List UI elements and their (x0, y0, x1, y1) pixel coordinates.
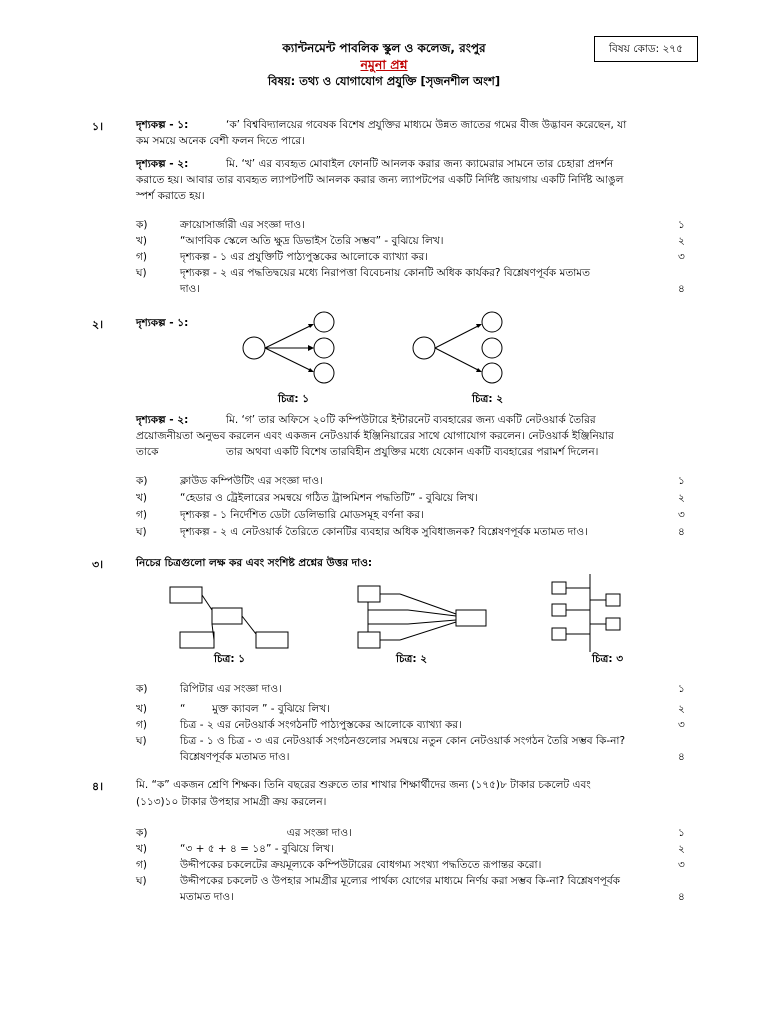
q2-item-text: “হেডার ও ট্রেইলারের সমন্বয়ে গঠিত ট্রান্সমিশন পদ্ধতিটি” - বুঝিয়ে লিখ। (180, 492, 478, 504)
q3-stem: নিচের চিত্রগুলো লক্ষ কর এবং সংশিষ্ট প্রশ্নের উত্তর দাও: (136, 557, 373, 569)
q1-item-text-cont: দাও। (180, 283, 201, 295)
q3-fig1-caption: চিত্র: ১ (214, 653, 246, 665)
q1-item-key: খ) (136, 235, 147, 247)
q1-item-key: গ) (136, 251, 147, 263)
q1-item-mark: ১ (678, 219, 685, 231)
q1-item-key: ক) (136, 219, 148, 231)
q4-item-text: “৩ + ৫ + ৪ = ১৪” - বুঝিয়ে লিখ। (180, 843, 334, 855)
q4-item-key: ক) (136, 827, 148, 839)
q3-item-key: খ) (136, 703, 147, 715)
q3-item-key: ঘ) (136, 735, 147, 747)
q2-item-key: খ) (136, 492, 147, 504)
q2-scenario2-line3b: তার অথবা একটি বিশেষ তারবিহীন প্রযুক্তির মধ্যে যেকোন একটি ব্যবহারের পরামর্শ দিলেন। (226, 446, 599, 458)
q1-scenario1-line2: কম সময়ে অনেক বেশী ফলন দিতে পারে। (136, 135, 305, 147)
q4-item-mark: ৪ (678, 891, 685, 903)
q2-item-text: দৃশ্যকল্প - ১ নির্দেশিত ডেটা ডেলিভারি মোডসমূহ বর্ণনা কর। (180, 509, 424, 521)
q3-fig2-diagram (358, 586, 486, 648)
q2-fig1-diagram (243, 312, 334, 383)
q2-scenario2-line2: প্রয়োজনীয়তা অনুভব করলেন এবং একজন নেটওয়ার্ক ইঞ্জিনিয়ারের সাথে যোগাযোগ করলেন। নেটওয়ার্ক ইঞ্জিনিয়ার (136, 430, 614, 442)
q2-item-text: দৃশ্যকল্প - ২ এ নেটওয়ার্ক তৈরিতে কোনটির ব্যবহার অধিক সুবিধাজনক? বিশ্লেষণপূর্বক মতামত দাও। (180, 526, 588, 538)
q3-item-mark: ২ (678, 703, 685, 715)
q2-item-key: ঘ) (136, 526, 147, 538)
sample-question-title: নমুনা প্রশ্ন (360, 57, 408, 72)
q3-item-key: ক) (136, 683, 148, 695)
q2-fig1-caption: চিত্র: ১ (278, 393, 310, 405)
q1-scenario2-line2: করাতে হয়। আবার তার ব্যবহৃত ল্যাপটপটি আনলক করার জন্য ল্যাপটপের একটি নির্দিষ্ট জায়গায় একটি নির্দিষ্ট আঙুল (136, 174, 624, 186)
q3-item-text: চিত্র - ২ এর নেটওয়ার্ক সংগঠনটি পাঠ্যপুস্তকের আলোকে ব্যাখ্যা কর। (180, 719, 462, 731)
q4-item-key: ঘ) (136, 875, 147, 887)
q1-item-text: দৃশ্যকল্প - ২ এর পদ্ধতিদ্বয়ের মধ্যে নিরাপত্তা বিবেচনায় কোনটি অধিক কার্যকর? বিশ্লেষণপূর্বক মতামত (180, 267, 590, 279)
q1-item-text: ক্রায়োসার্জারী এর সংজ্ঞা দাও। (180, 219, 305, 231)
q4-item-mark: ৩ (678, 859, 685, 871)
q2-scenario1-label: দৃশ্যকল্প - ১: (136, 317, 189, 329)
q4-item-mark: ২ (678, 843, 685, 855)
school-name: ক্যান্টনমেন্ট পাবলিক স্কুল ও কলেজ, রংপুর (282, 41, 486, 55)
q4-stem-line2: (১১৩)১০ টাকার উপহার সামগ্রী ক্রয় করলেন। (136, 796, 327, 808)
q2-item-text: ক্লাউড কম্পিউটিং এর সংজ্ঞা দাও। (180, 475, 323, 487)
q1-scenario1-line1: ‘ক’ বিশ্ববিদ্যালয়ের গবেষক বিশেষ প্রযুক্তির মাধ্যমে উন্নত জাতের গমের বীজ উদ্ভাবন করেছেন, যা (226, 119, 627, 131)
q4-item-text-cont: মতামত দাও। (180, 891, 234, 903)
q2-item-key: গ) (136, 509, 147, 521)
q2-scenario2-label: দৃশ্যকল্প - ২: (136, 414, 189, 426)
q3-fig3-caption: চিত্র: ৩ (592, 653, 624, 665)
q1-item-mark: ৩ (678, 251, 685, 263)
q3-fig3-diagram (552, 574, 620, 652)
q3-diagrams (150, 572, 630, 660)
q2-item-mark: ২ (678, 492, 685, 504)
q4-stem-line1: মি. “ক” একজন শ্রেণি শিক্ষক। তিনি বছরের শুরুতে তার শাখার শিক্ষার্থীদের জন্য (১৭৫)৮ টাকার চকলেট এবং (136, 779, 591, 791)
q4-item-key: গ) (136, 859, 147, 871)
q3-item-text: “ মুক্ত ক্যাবল ” - বুঝিয়ে লিখ। (180, 703, 330, 715)
q3-item-mark: ৩ (678, 719, 685, 731)
q3-item-key: গ) (136, 719, 147, 731)
q2-fig2-caption: চিত্র: ২ (472, 393, 504, 405)
q1-item-text: “আণবিক স্কেলে অতি ক্ষুদ্র ডিভাইস তৈরি সম্ভব” - বুঝিয়ে লিখ। (180, 235, 444, 247)
q3-fig2-caption: চিত্র: ২ (396, 653, 428, 665)
q2-item-mark: ১ (678, 475, 685, 487)
q4-item-text: এর সংজ্ঞা দাও। (180, 827, 352, 839)
q1-scenario2-line1: মি. ‘খ’ এর ব্যবহৃত মোবাইল ফোনটি আনলক করার জন্য ক্যামেরার সামনে তার চেহারা প্রদর্শন (226, 158, 614, 170)
q3-fig1-diagram (170, 587, 288, 648)
subject-code-box: বিষয় কোড: ২৭৫ (594, 36, 698, 62)
q1-item-key: ঘ) (136, 267, 147, 279)
q3-item-mark: ১ (678, 683, 685, 695)
q2-diagrams (230, 305, 530, 390)
q2-item-mark: ৪ (678, 526, 685, 538)
q4-item-text: উদ্দীপকের চকলেট ও উপহার সামগ্রীর মূল্যের পার্থক্য যোগের মাধ্যমে নির্ণয় করা সম্ভব কি-না? বিশ্লেষণপূর্বক (180, 875, 621, 887)
q2-item-mark: ৩ (678, 509, 685, 521)
q1-scenario2-label: দৃশ্যকল্প - ২: (136, 158, 189, 170)
q1-number: ১। (92, 120, 104, 133)
q1-item-mark: ২ (678, 235, 685, 247)
q4-item-text: উদ্দীপকের চকলেটের ক্রয়মূল্যকে কম্পিউটারের বোধগম্য সংখ্যা পদ্ধতিতে রূপান্তর করো। (180, 859, 542, 871)
q3-item-mark: ৪ (678, 751, 685, 763)
subject-title: বিষয়: তথ্য ও যোগাযোগ প্রযুক্তি [সৃজনশীল অংশ] (267, 74, 501, 88)
q3-item-text: চিত্র - ১ ও চিত্র - ৩ এর নেটওয়ার্ক সংগঠনগুলোর সমন্বয়ে নতুন কোন নেটওয়ার্ক সংগঠন তৈরি সম্ভব কি-না? (180, 735, 626, 747)
q2-number: ২। (92, 318, 104, 331)
q4-item-key: খ) (136, 843, 147, 855)
q3-number: ৩। (92, 558, 104, 571)
q2-scenario2-line1: মি. ‘গ’ তার অফিসে ২০টি কম্পিউটারে ইন্টারনেট ব্যবহারের জন্য একটি নেটওয়ার্ক তৈরির (226, 414, 596, 426)
q1-scenario1-label: দৃশ্যকল্প - ১: (136, 119, 189, 131)
q1-item-text: দৃশ্যকল্প - ১ এর প্রযুক্তিটি পাঠ্যপুস্তকের আলোকে ব্যাখ্যা কর। (180, 251, 429, 263)
q4-number: ৪। (92, 780, 104, 793)
q3-item-text: রিপিটার এর সংজ্ঞা দাও। (180, 683, 282, 695)
q2-item-key: ক) (136, 475, 148, 487)
q1-scenario2-line3: স্পর্শ করাতে হয়। (136, 190, 205, 202)
q1-item-mark: ৪ (678, 283, 685, 295)
q2-fig2-diagram (413, 312, 502, 383)
q2-scenario2-line3a: তাকে (136, 446, 159, 458)
q4-item-mark: ১ (678, 827, 685, 839)
q3-item-text-cont: বিশ্লেষণপূর্বক মতামত দাও। (180, 751, 290, 763)
